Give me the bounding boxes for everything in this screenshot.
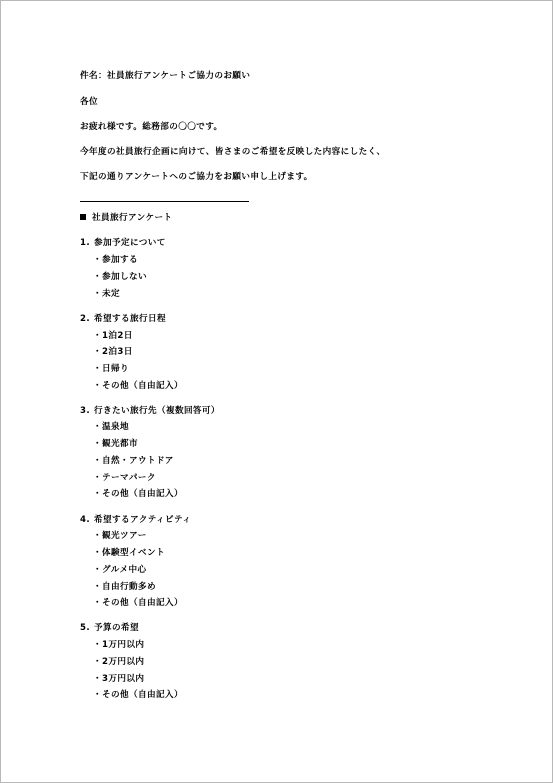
list-item: ・1万円以内: [93, 640, 145, 650]
intro-line-2: 今年度の社員旅行企画に向けて、皆さまのご希望を反映した内容にしたく、: [80, 147, 386, 157]
question-label: 参加予定について: [94, 238, 166, 248]
list-item: ・観光ツアー: [93, 531, 147, 541]
survey-heading: [80, 213, 172, 224]
list-item: ・グルメ中心: [93, 565, 147, 575]
list-item: ・テーマパーク: [93, 473, 156, 483]
list-item: ・その他（自由記入）: [93, 489, 183, 499]
list-item: ・その他（自由記入）: [93, 381, 183, 391]
question-number: 1.: [80, 238, 91, 248]
square-bullet-icon: [80, 214, 86, 220]
list-item: ・未定: [93, 289, 120, 299]
question-5-title: [80, 623, 139, 634]
list-item: ・自由行動多め: [93, 582, 156, 592]
list-item: ・参加しない: [93, 272, 147, 282]
list-item: ・2泊3日: [93, 347, 133, 357]
list-item: ・自然・アウトドア: [93, 456, 174, 466]
question-label: 行きたい旅行先（複数回答可）: [94, 406, 220, 416]
question-number: 5.: [80, 623, 91, 633]
list-item: ・その他（自由記入）: [93, 690, 183, 700]
list-item: ・体験型イベント: [93, 548, 165, 558]
question-label: 希望するアクティビティ: [94, 515, 192, 525]
list-item: ・参加する: [93, 255, 138, 265]
list-item: ・2万円以内: [93, 657, 145, 667]
list-item: ・3万円以内: [93, 674, 145, 684]
question-number: 4.: [80, 515, 91, 525]
question-2-title: [80, 314, 166, 325]
intro-line-1: お疲れ様です。総務部の〇〇です。: [80, 122, 223, 132]
list-item: ・温泉地: [93, 422, 129, 432]
question-label: 予算の希望: [94, 623, 139, 633]
question-1-title: [80, 238, 166, 249]
list-item: ・日帰り: [93, 364, 129, 374]
question-number: 2.: [80, 314, 91, 324]
list-item: ・観光都市: [93, 439, 138, 449]
list-item: ・1泊2日: [93, 331, 133, 341]
question-label: 希望する旅行日程: [94, 314, 166, 324]
question-number: 3.: [80, 406, 91, 416]
question-4-title: [80, 515, 191, 526]
intro-line-3: 下記の通りアンケートへのご協力をお願い申し上げます。: [80, 172, 313, 182]
list-item: ・その他（自由記入）: [93, 598, 183, 608]
question-3-title: [80, 406, 220, 417]
survey-title: 社員旅行アンケート: [92, 213, 173, 223]
horizontal-rule: [80, 201, 249, 202]
greeting: 各位: [80, 97, 98, 107]
subject-line: 件名：社員旅行アンケートご協力のお願い: [80, 71, 251, 81]
